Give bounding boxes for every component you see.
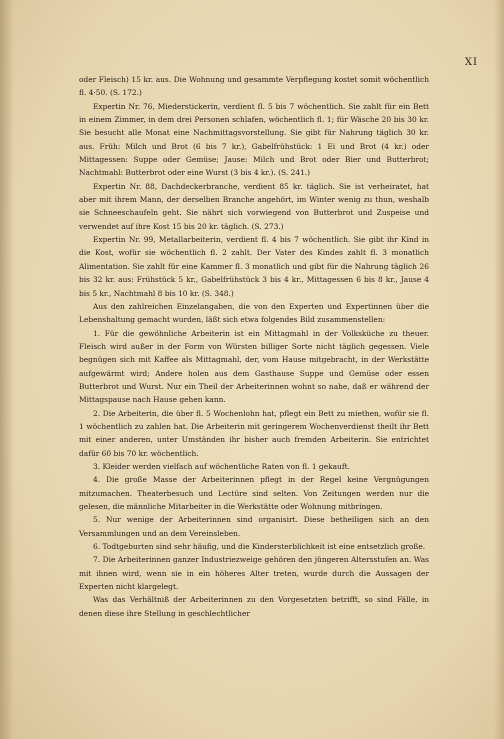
page-edge-shadow-left (0, 0, 14, 739)
list-item-7-age: 7. Die Arbeiterinnen ganzer Industriezweige gehören den jüngeren Altersstufen an. Was mit ihnen wird, wenn sie in ein höheres Alter treten, wurde durch die Aussagen der Experten nicht klargelegt. (79, 555, 429, 592)
list-item-3-clothes: 3. Kleider werden vielfach auf wöchentliche Raten von fl. 1 gekauft. (93, 461, 350, 471)
paragraph-summary-intro: Aus den zahlreichen Einzelangaben, die von den Experten und Expertinnen über die Lebenshaltung gemacht wurden, läßt sich etwa folgendes Bild zusammenstellen: (79, 301, 429, 325)
list-item-5-organisation: 5. Nur wenige der Arbeiterinnen sind organisirt. Diese betheiligen sich an den Versammlungen und an dem Vereinsleben. (79, 515, 429, 538)
body-text (79, 73, 429, 620)
paragraph-expertin-88: Expertin Nr. 88, Dachdeckerbranche, verdient 85 kr. täglich. Sie ist verheiratet, hat aber mit ihrem Mann, der derselben Branche angehört, im Winter wenig zu thun, weshalb sie Schneeschaufeln geht. Sie nährt sich vorwiegend von Butterbrot und Zuspeise und verwendet auf ihre Kost 15 bis 20 kr. täglich. (S. 273.) (79, 181, 429, 231)
paragraph-continuation: oder Fleisch) 15 kr. aus. Die Wohnung und gesammte Verpflegung kostet somit wöchentlich fl. 4·50. (S. 172.) (79, 75, 429, 98)
page-edge-shadow-right (494, 0, 504, 739)
list-item-4-leisure: 4. Die große Masse der Arbeiterinnen pflegt in der Regel keine Vergnügungen mitzumachen. Theaterbesuch und Lectüre sind selten. Von Zeitungen werden nur die gelesen, die männliche Mitarbeiter in die Werkstätte oder Wohnung mitbringen. (79, 475, 429, 511)
paragraph-expertin-99: Expertin Nr. 99, Metallarbeiterin, verdient fl. 4 bis 7 wöchentlich. Sie gibt ihr Kind in die Kost, wofür sie wöchentlich fl. 2 zahlt. Der Vater des Kindes zahlt fl. 3 monatlich Alimentation. Sie zahlt für eine Kammer fl. 3 monatlich und gibt für die Nahrung täglich 26 bis 32 kr. aus: Frühstück 5 kr., Gabelfrühstück 3 bis 4 kr., Mittagessen 6 bis 8 kr., Jause 4 bis 5 kr., Nachtmahl 8 bis 10 kr. (S. 348.) (79, 235, 429, 298)
paragraph-superiors: Was das Verhältniß der Arbeiterinnen zu den Vorgesetzten betrifft, so sind Fälle, in denen diese ihre Stellung in geschlechtlicher (79, 595, 429, 618)
page-number: XI (464, 57, 478, 68)
paragraph-expertin-76: Expertin Nr. 76, Miederstickerin, verdient fl. 5 bis 7 wöchentlich. Sie zahlt für ein Bett in einem Zimmer, in dem drei Personen schlafen, wöchentlich fl. 1; für Wäsche 20 bis 30 kr. Sie besucht alle Monat eine Nachmittagsvorstellung. Sie gibt für Nahrung täglich 30 kr. aus. Früh: Milch und Brot (6 bis 7 kr.), Gabelfrühstück: 1 Ei und Brot (4 kr.) oder Mittagessen: Suppe oder Gemüse; Jause: Milch und Brot oder Bier und Butterbrot; Nachtmahl: Butterbrot oder eine Wurst (3 bis 4 kr.). (S. 241.) (79, 101, 429, 178)
list-item-2-bed: 2. Die Arbeiterin, die über fl. 5 Wochenlohn hat, pflegt ein Bett zu miethen, wofür sie fl. 1 wöchentlich zu zahlen hat. Die Arbeiterin mit geringerem Wochenverdienst theilt ihr Bett mit einer anderen, unter Umständen ihr bisher auch fremden Arbeiterin. Sie entrichtet dafür 60 bis 70 kr. wöchentlich. (79, 408, 429, 458)
list-item-1-meals: 1. Für die gewöhnliche Arbeiterin ist ein Mittagmahl in der Volksküche zu theuer. Fleisch wird außer in der Form von Würsten billiger Sorte nicht täglich gegessen. Viele begnügen sich mit Kaffee als Mittagmahl, der, vom Hause mitgebracht, in der Werkstätte aufgewärmt wird; Andere holen aus dem Gasthause Suppe und Gemüse oder essen Butterbrot und Wurst. Nur ein Theil der Arbeiterinnen wohnt so nahe, daß er während der Mittagspause nach Hause gehen kann. (79, 328, 429, 405)
list-item-6-mortality: 6. Todtgeburten sind sehr häufig, und die Kindersterblichkeit ist eine entsetzlich große. (93, 542, 426, 552)
